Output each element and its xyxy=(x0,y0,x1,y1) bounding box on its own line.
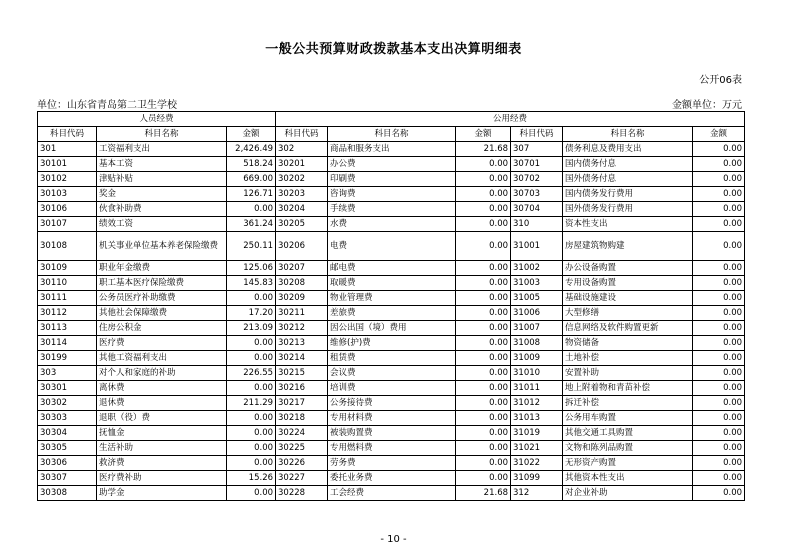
public2-code-cell: 30703 xyxy=(511,187,563,202)
public2-name-cell: 对企业补助 xyxy=(563,486,693,501)
public2-amount-cell: 0.00 xyxy=(693,486,745,501)
public2-code-cell: 310 xyxy=(511,217,563,232)
personnel-amount-cell: 0.00 xyxy=(227,291,276,306)
personnel-amount-cell: 0.00 xyxy=(227,202,276,217)
public-name-cell: 租赁费 xyxy=(328,351,456,366)
public2-name-cell: 拆迁补偿 xyxy=(563,396,693,411)
group-header-public: 公用经费 xyxy=(276,112,745,127)
table-row xyxy=(38,306,745,321)
public-name-cell: 公务接待费 xyxy=(328,396,456,411)
public-amount-cell: 0.00 xyxy=(456,336,511,351)
table-row xyxy=(38,456,745,471)
personnel-name-cell: 对个人和家庭的补助 xyxy=(97,366,227,381)
table-row xyxy=(38,321,745,336)
table-code: 公开06表 xyxy=(699,75,742,86)
personnel-code-cell: 30109 xyxy=(38,261,97,276)
table-row xyxy=(38,291,745,306)
public-amount-cell: 0.00 xyxy=(456,187,511,202)
personnel-amount-cell: 0.00 xyxy=(227,456,276,471)
col-header-code: 科目代码 xyxy=(38,127,97,142)
public2-code-cell: 31022 xyxy=(511,456,563,471)
public2-code-cell: 31001 xyxy=(511,232,563,261)
public-name-cell: 物业管理费 xyxy=(328,291,456,306)
personnel-amount-cell: 0.00 xyxy=(227,336,276,351)
public-name-cell: 差旅费 xyxy=(328,306,456,321)
personnel-code-cell: 30102 xyxy=(38,172,97,187)
public2-name-cell: 办公设备购置 xyxy=(563,261,693,276)
public2-amount-cell: 0.00 xyxy=(693,456,745,471)
personnel-name-cell: 医疗费 xyxy=(97,336,227,351)
col-header-name: 科目名称 xyxy=(563,127,693,142)
personnel-name-cell: 生活补助 xyxy=(97,441,227,456)
public-code-cell: 30228 xyxy=(276,486,328,501)
col-header-name: 科目名称 xyxy=(328,127,456,142)
page-title: 一般公共预算财政拨款基本支出决算明细表 xyxy=(265,42,522,57)
table-row xyxy=(38,232,745,261)
personnel-code-cell: 303 xyxy=(38,366,97,381)
public-code-cell: 30207 xyxy=(276,261,328,276)
personnel-amount-cell: 361.24 xyxy=(227,217,276,232)
public-amount-cell: 0.00 xyxy=(456,456,511,471)
public-amount-cell: 21.68 xyxy=(456,142,511,157)
public-code-cell: 30213 xyxy=(276,336,328,351)
personnel-code-cell: 301 xyxy=(38,142,97,157)
group-header-row xyxy=(38,112,745,127)
personnel-code-cell: 30110 xyxy=(38,276,97,291)
public2-amount-cell: 0.00 xyxy=(693,306,745,321)
public-amount-cell: 0.00 xyxy=(456,366,511,381)
table-row xyxy=(38,172,745,187)
col-header-name: 科目名称 xyxy=(97,127,227,142)
public2-code-cell: 31011 xyxy=(511,381,563,396)
public-name-cell: 工会经费 xyxy=(328,486,456,501)
table-row xyxy=(38,411,745,426)
col-header-code: 科目代码 xyxy=(511,127,563,142)
public-code-cell: 30212 xyxy=(276,321,328,336)
personnel-code-cell: 30101 xyxy=(38,157,97,172)
public2-amount-cell: 0.00 xyxy=(693,351,745,366)
public2-amount-cell: 0.00 xyxy=(693,411,745,426)
public2-code-cell: 30702 xyxy=(511,172,563,187)
personnel-name-cell: 绩效工资 xyxy=(97,217,227,232)
public2-amount-cell: 0.00 xyxy=(693,172,745,187)
personnel-name-cell: 工资福利支出 xyxy=(97,142,227,157)
table-row xyxy=(38,261,745,276)
table-row xyxy=(38,276,745,291)
personnel-code-cell: 30305 xyxy=(38,441,97,456)
public-name-cell: 会议费 xyxy=(328,366,456,381)
personnel-amount-cell: 17.20 xyxy=(227,306,276,321)
public2-code-cell: 312 xyxy=(511,486,563,501)
public2-amount-cell: 0.00 xyxy=(693,396,745,411)
public2-name-cell: 其他资本性支出 xyxy=(563,471,693,486)
public2-amount-cell: 0.00 xyxy=(693,321,745,336)
public2-amount-cell: 0.00 xyxy=(693,232,745,261)
public2-name-cell: 国外债务付息 xyxy=(563,172,693,187)
personnel-name-cell: 其他工资福利支出 xyxy=(97,351,227,366)
public-name-cell: 被装购置费 xyxy=(328,426,456,441)
personnel-code-cell: 30113 xyxy=(38,321,97,336)
public2-code-cell: 30701 xyxy=(511,157,563,172)
personnel-code-cell: 30302 xyxy=(38,396,97,411)
table-row xyxy=(38,142,745,157)
personnel-code-cell: 30114 xyxy=(38,336,97,351)
column-header-row xyxy=(38,127,745,142)
personnel-name-cell: 离休费 xyxy=(97,381,227,396)
public2-code-cell: 31002 xyxy=(511,261,563,276)
public2-code-cell: 31019 xyxy=(511,426,563,441)
table-row xyxy=(38,157,745,172)
public2-name-cell: 文物和陈列品购置 xyxy=(563,441,693,456)
personnel-amount-cell: 0.00 xyxy=(227,411,276,426)
public2-code-cell: 31012 xyxy=(511,396,563,411)
public-amount-cell: 0.00 xyxy=(456,321,511,336)
personnel-name-cell: 助学金 xyxy=(97,486,227,501)
public-code-cell: 30217 xyxy=(276,396,328,411)
table-row xyxy=(38,471,745,486)
public2-name-cell: 其他交通工具购置 xyxy=(563,426,693,441)
public-name-cell: 培训费 xyxy=(328,381,456,396)
group-header-personnel: 人员经费 xyxy=(38,112,276,127)
table-row xyxy=(38,187,745,202)
personnel-code-cell: 30308 xyxy=(38,486,97,501)
personnel-code-cell: 30199 xyxy=(38,351,97,366)
public-amount-cell: 0.00 xyxy=(456,157,511,172)
public-code-cell: 30209 xyxy=(276,291,328,306)
personnel-code-cell: 30304 xyxy=(38,426,97,441)
public2-amount-cell: 0.00 xyxy=(693,261,745,276)
public-code-cell: 30205 xyxy=(276,217,328,232)
public-amount-cell: 0.00 xyxy=(456,471,511,486)
public2-code-cell: 31009 xyxy=(511,351,563,366)
personnel-name-cell: 职业年金缴费 xyxy=(97,261,227,276)
personnel-code-cell: 30306 xyxy=(38,456,97,471)
table-row xyxy=(38,366,745,381)
public2-name-cell: 地上附着物和青苗补偿 xyxy=(563,381,693,396)
personnel-name-cell: 基本工资 xyxy=(97,157,227,172)
public-code-cell: 302 xyxy=(276,142,328,157)
personnel-code-cell: 30112 xyxy=(38,306,97,321)
public-name-cell: 水费 xyxy=(328,217,456,232)
personnel-amount-cell: 126.71 xyxy=(227,187,276,202)
public-amount-cell: 0.00 xyxy=(456,202,511,217)
personnel-code-cell: 30107 xyxy=(38,217,97,232)
table-row xyxy=(38,486,745,501)
personnel-code-cell: 30303 xyxy=(38,411,97,426)
public2-code-cell: 30704 xyxy=(511,202,563,217)
public-code-cell: 30206 xyxy=(276,232,328,261)
public-amount-cell: 0.00 xyxy=(456,441,511,456)
public2-amount-cell: 0.00 xyxy=(693,381,745,396)
personnel-amount-cell: 250.11 xyxy=(227,232,276,261)
public-code-cell: 30226 xyxy=(276,456,328,471)
personnel-code-cell: 30111 xyxy=(38,291,97,306)
personnel-amount-cell: 0.00 xyxy=(227,441,276,456)
personnel-amount-cell: 2,426.49 xyxy=(227,142,276,157)
personnel-name-cell: 津贴补贴 xyxy=(97,172,227,187)
personnel-name-cell: 伙食补助费 xyxy=(97,202,227,217)
public-amount-cell: 0.00 xyxy=(456,351,511,366)
personnel-amount-cell: 125.06 xyxy=(227,261,276,276)
public2-amount-cell: 0.00 xyxy=(693,187,745,202)
public-code-cell: 30203 xyxy=(276,187,328,202)
public-name-cell: 专用燃料费 xyxy=(328,441,456,456)
table-row xyxy=(38,426,745,441)
public-code-cell: 30225 xyxy=(276,441,328,456)
expenditure-table xyxy=(37,111,745,501)
public-name-cell: 商品和服务支出 xyxy=(328,142,456,157)
personnel-code-cell: 30108 xyxy=(38,232,97,261)
public-amount-cell: 0.00 xyxy=(456,172,511,187)
public2-name-cell: 国内债务付息 xyxy=(563,157,693,172)
personnel-code-cell: 30106 xyxy=(38,202,97,217)
table-row xyxy=(38,336,745,351)
public-name-cell: 专用材料费 xyxy=(328,411,456,426)
public-name-cell: 咨询费 xyxy=(328,187,456,202)
public2-amount-cell: 0.00 xyxy=(693,202,745,217)
public-name-cell: 维修(护)费 xyxy=(328,336,456,351)
public-name-cell: 手续费 xyxy=(328,202,456,217)
public-code-cell: 30227 xyxy=(276,471,328,486)
public-name-cell: 委托业务费 xyxy=(328,471,456,486)
public-amount-cell: 21.68 xyxy=(456,486,511,501)
public2-amount-cell: 0.00 xyxy=(693,291,745,306)
public-code-cell: 30208 xyxy=(276,276,328,291)
public2-code-cell: 31003 xyxy=(511,276,563,291)
personnel-code-cell: 30301 xyxy=(38,381,97,396)
public-amount-cell: 0.00 xyxy=(456,232,511,261)
table-row xyxy=(38,202,745,217)
public-code-cell: 30215 xyxy=(276,366,328,381)
public2-amount-cell: 0.00 xyxy=(693,366,745,381)
public2-code-cell: 31007 xyxy=(511,321,563,336)
public-code-cell: 30224 xyxy=(276,426,328,441)
personnel-amount-cell: 15.26 xyxy=(227,471,276,486)
public2-name-cell: 基础设施建设 xyxy=(563,291,693,306)
personnel-name-cell: 退休费 xyxy=(97,396,227,411)
public2-name-cell: 安置补助 xyxy=(563,366,693,381)
personnel-amount-cell: 0.00 xyxy=(227,351,276,366)
public2-amount-cell: 0.00 xyxy=(693,426,745,441)
personnel-amount-cell: 0.00 xyxy=(227,426,276,441)
public2-name-cell: 国内债务发行费用 xyxy=(563,187,693,202)
table-row xyxy=(38,351,745,366)
personnel-code-cell: 30103 xyxy=(38,187,97,202)
public2-name-cell: 无形资产购置 xyxy=(563,456,693,471)
public-amount-cell: 0.00 xyxy=(456,217,511,232)
public2-amount-cell: 0.00 xyxy=(693,217,745,232)
table-row xyxy=(38,381,745,396)
public2-amount-cell: 0.00 xyxy=(693,336,745,351)
public2-name-cell: 资本性支出 xyxy=(563,217,693,232)
personnel-name-cell: 退职（役）费 xyxy=(97,411,227,426)
public2-code-cell: 31006 xyxy=(511,306,563,321)
public2-name-cell: 大型修缮 xyxy=(563,306,693,321)
public2-code-cell: 31010 xyxy=(511,366,563,381)
personnel-name-cell: 救济费 xyxy=(97,456,227,471)
public2-name-cell: 公务用车购置 xyxy=(563,411,693,426)
personnel-amount-cell: 0.00 xyxy=(227,381,276,396)
public-name-cell: 劳务费 xyxy=(328,456,456,471)
unit-name: 单位：山东省青岛第二卫生学校 xyxy=(37,100,177,111)
public-name-cell: 取暖费 xyxy=(328,276,456,291)
col-header-amount: 金额 xyxy=(456,127,511,142)
personnel-amount-cell: 211.29 xyxy=(227,396,276,411)
personnel-amount-cell: 145.83 xyxy=(227,276,276,291)
public2-code-cell: 31099 xyxy=(511,471,563,486)
personnel-name-cell: 机关事业单位基本养老保险缴费 xyxy=(97,232,227,261)
public2-code-cell: 307 xyxy=(511,142,563,157)
table-row xyxy=(38,396,745,411)
public2-amount-cell: 0.00 xyxy=(693,157,745,172)
amount-unit: 金额单位：万元 xyxy=(672,100,742,111)
personnel-name-cell: 公务员医疗补助缴费 xyxy=(97,291,227,306)
public-amount-cell: 0.00 xyxy=(456,426,511,441)
public-amount-cell: 0.00 xyxy=(456,396,511,411)
public2-amount-cell: 0.00 xyxy=(693,142,745,157)
personnel-code-cell: 30307 xyxy=(38,471,97,486)
personnel-name-cell: 职工基本医疗保险缴费 xyxy=(97,276,227,291)
personnel-name-cell: 抚恤金 xyxy=(97,426,227,441)
public-code-cell: 30214 xyxy=(276,351,328,366)
public-name-cell: 办公费 xyxy=(328,157,456,172)
public-code-cell: 30211 xyxy=(276,306,328,321)
personnel-name-cell: 奖金 xyxy=(97,187,227,202)
public-name-cell: 电费 xyxy=(328,232,456,261)
public-code-cell: 30202 xyxy=(276,172,328,187)
public-name-cell: 邮电费 xyxy=(328,261,456,276)
col-header-code: 科目代码 xyxy=(276,127,328,142)
public2-code-cell: 31008 xyxy=(511,336,563,351)
public-code-cell: 30218 xyxy=(276,411,328,426)
public2-code-cell: 31005 xyxy=(511,291,563,306)
public2-name-cell: 信息网络及软件购置更新 xyxy=(563,321,693,336)
public2-name-cell: 房屋建筑物购建 xyxy=(563,232,693,261)
public-name-cell: 印刷费 xyxy=(328,172,456,187)
public-code-cell: 30216 xyxy=(276,381,328,396)
public2-code-cell: 31021 xyxy=(511,441,563,456)
personnel-name-cell: 住房公积金 xyxy=(97,321,227,336)
personnel-amount-cell: 518.24 xyxy=(227,157,276,172)
personnel-amount-cell: 226.55 xyxy=(227,366,276,381)
public2-code-cell: 31013 xyxy=(511,411,563,426)
public-amount-cell: 0.00 xyxy=(456,381,511,396)
personnel-amount-cell: 669.00 xyxy=(227,172,276,187)
col-header-amount: 金额 xyxy=(227,127,276,142)
table-row xyxy=(38,441,745,456)
personnel-amount-cell: 213.09 xyxy=(227,321,276,336)
public-code-cell: 30201 xyxy=(276,157,328,172)
public-name-cell: 因公出国（境）费用 xyxy=(328,321,456,336)
public2-name-cell: 专用设备购置 xyxy=(563,276,693,291)
public2-name-cell: 国外债务发行费用 xyxy=(563,202,693,217)
public-amount-cell: 0.00 xyxy=(456,306,511,321)
personnel-amount-cell: 0.00 xyxy=(227,486,276,501)
personnel-name-cell: 医疗费补助 xyxy=(97,471,227,486)
public-code-cell: 30204 xyxy=(276,202,328,217)
col-header-amount: 金额 xyxy=(693,127,745,142)
public2-name-cell: 物资储备 xyxy=(563,336,693,351)
public2-amount-cell: 0.00 xyxy=(693,471,745,486)
table-row xyxy=(38,217,745,232)
public2-amount-cell: 0.00 xyxy=(693,276,745,291)
public2-amount-cell: 0.00 xyxy=(693,441,745,456)
public-amount-cell: 0.00 xyxy=(456,276,511,291)
personnel-name-cell: 其他社会保障缴费 xyxy=(97,306,227,321)
public-amount-cell: 0.00 xyxy=(456,261,511,276)
public-amount-cell: 0.00 xyxy=(456,291,511,306)
public2-name-cell: 债务利息及费用支出 xyxy=(563,142,693,157)
page-number: - 10 - xyxy=(380,534,407,545)
public2-name-cell: 土地补偿 xyxy=(563,351,693,366)
public-amount-cell: 0.00 xyxy=(456,411,511,426)
